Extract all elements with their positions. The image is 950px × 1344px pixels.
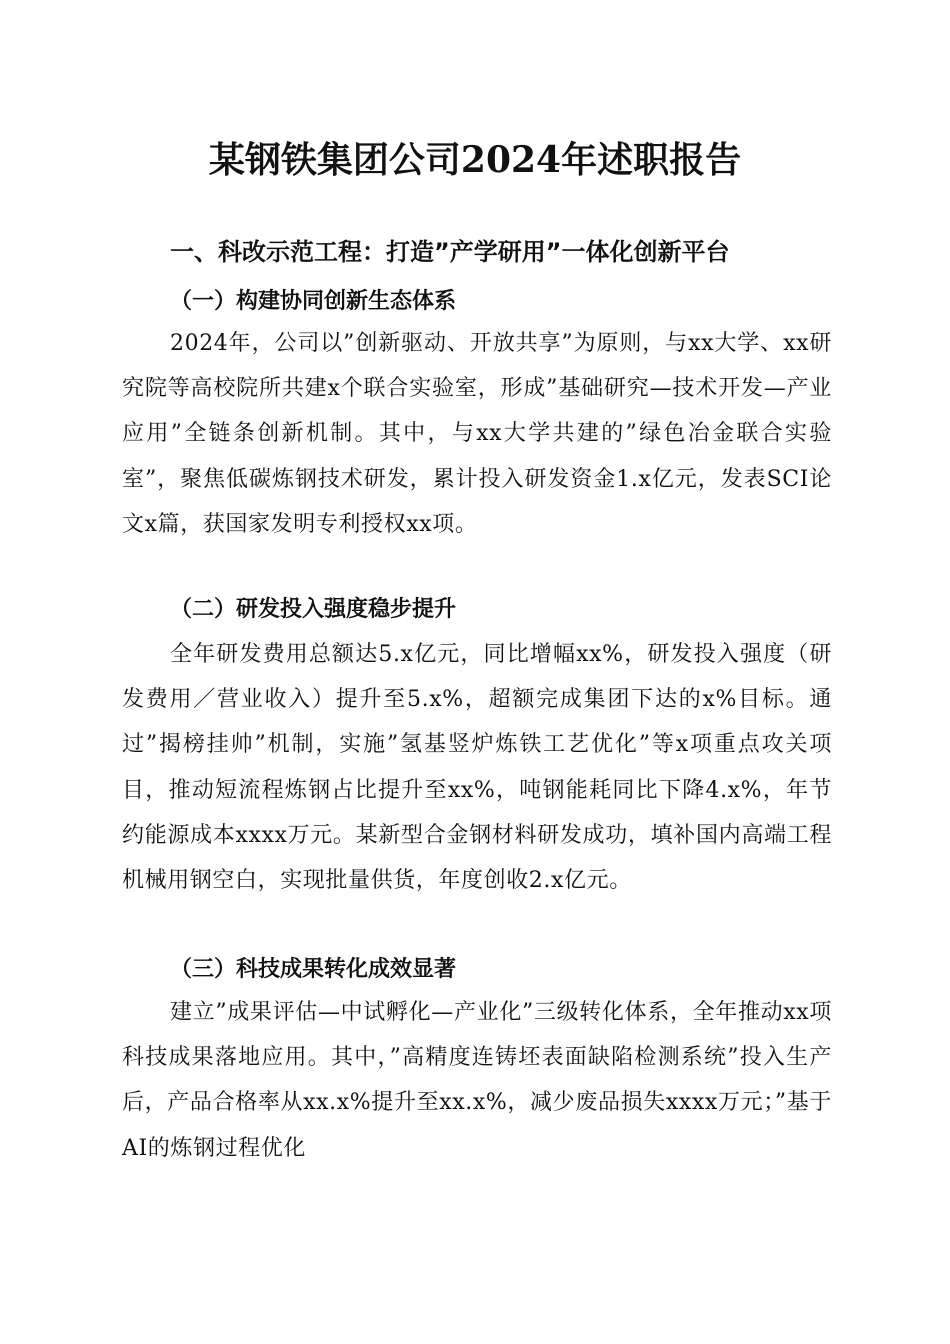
subsection-heading-3: （三）科技成果转化成效显著: [170, 956, 457, 982]
section-heading-1: 一、科改示范工程：打造”产学研用”一体化创新平台: [170, 238, 730, 266]
paragraph-1: 2024年，公司以”创新驱动、开放共享”为原则，与xx大学、xx研究院等高校院所共建x个联合实验室，形成”基础研究—技术开发—产业应用”全链条创新机制。其中，与xx大学共建的”绿色冶金联合实验室”，聚焦低碳炼钢技术研发，累计投入研发资金1.x亿元，发表SCI论文x篇，获国家发明专利授权xx项。: [122, 331, 832, 537]
subsection-heading-1: （一）构建协同创新生态体系: [170, 288, 457, 314]
paragraph-2: 全年研发费用总额达5.x亿元，同比增幅xx%，研发投入强度（研发费用／营业收入）提升至5.x%，超额完成集团下达的x%目标。通过”揭榜挂帅”机制，实施”氢基竖炉炼铁工艺优化”等x项重点攻关项目，推动短流程炼钢占比提升至xx%，吨钢能耗同比下降4.x%，年节约能源成本xxxx万元。某新型合金钢材料研发成功，填补国内高端工程机械用钢空白，实现批量供货，年度创收2.x亿元。: [122, 642, 832, 894]
document-title: 某钢铁集团公司2024年述职报告: [208, 139, 742, 181]
paragraph-3: 建立”成果评估—中试孵化—产业化”三级转化体系，全年推动xx项科技成果落地应用。其中，”高精度连铸坯表面缺陷检测系统”投入生产后，产品合格率从xx.x%提升至xx.x%，减少废品损失xxxx万元；”基于AI的炼钢过程优化: [122, 1000, 832, 1161]
subsection-heading-2: （二）研发投入强度稳步提升: [170, 596, 457, 622]
